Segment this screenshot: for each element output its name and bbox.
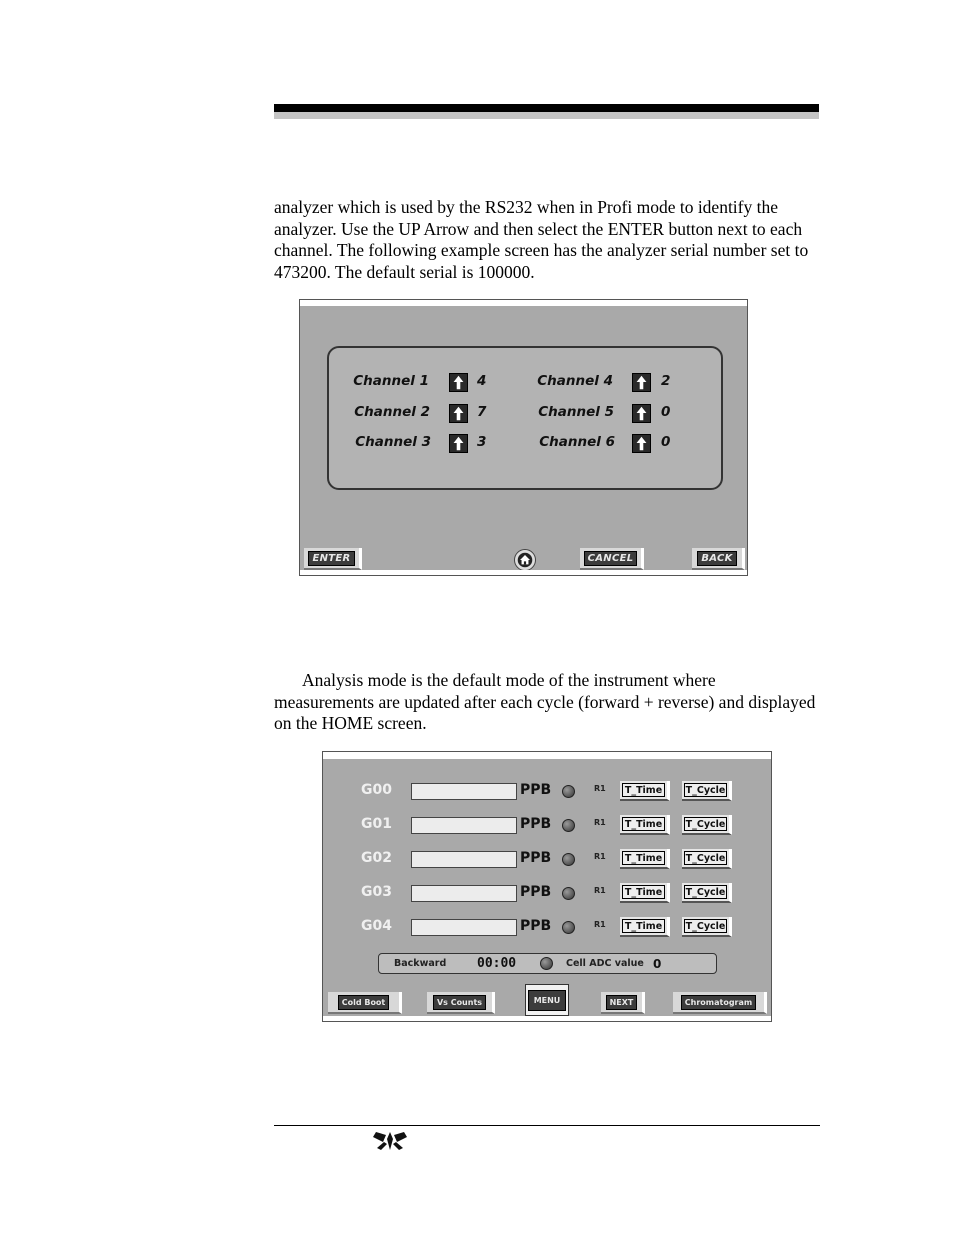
channel-2-up-button[interactable] [449, 404, 468, 423]
screen-bottom-strip [300, 570, 747, 575]
gas-unit: PPB [520, 816, 552, 832]
screen-bottom-strip [323, 1016, 771, 1021]
chromatogram-label: Chromatogram [681, 995, 756, 1010]
adc-label: Cell ADC value [566, 958, 644, 969]
paragraph-analysis-text: Analysis mode is the default mode of the instrument where measurements are updated after each cycle (forward + reverse) and displayed on the HOME screen. [274, 670, 816, 733]
t-cycle-label: T_Cycle [685, 921, 726, 932]
t-time-label: T_Time [622, 783, 665, 797]
home-icon [515, 550, 535, 570]
vs-counts-button[interactable] [427, 992, 495, 1014]
gas-row-g04 [323, 915, 771, 939]
chromatogram-button[interactable] [673, 992, 767, 1014]
channel-6-value: 0 [661, 434, 671, 450]
status-bar [378, 953, 717, 974]
gas-reading-field [411, 919, 517, 936]
channel-3-up-button[interactable] [449, 434, 468, 453]
back-button-label: BACK [697, 551, 736, 566]
t-time-label: T_Time [622, 885, 665, 899]
gas-reading-field [411, 817, 517, 834]
range-label: R1 [594, 852, 606, 861]
channel-2-label: Channel 2 [354, 404, 430, 420]
up-arrow-icon [633, 405, 650, 422]
t-time-label: T_Time [622, 817, 665, 831]
paragraph-serial: analyzer which is used by the RS232 when in Profi mode to identify the analyzer. Use the UP Arrow and then select the ENTER button next to each channel. The following example screen has the analyzer serial number set to 473200. The default serial is 100000. [274, 197, 809, 282]
gas-unit: PPB [520, 850, 552, 866]
gas-unit: PPB [520, 884, 552, 900]
t-time-button[interactable] [620, 849, 670, 869]
t-cycle-button[interactable] [682, 781, 732, 801]
gas-name: G04 [361, 918, 392, 934]
channel-3-label: Channel 3 [355, 434, 431, 450]
gas-row-g01 [323, 813, 771, 837]
t-cycle-button[interactable] [682, 917, 732, 937]
gas-name: G03 [361, 884, 392, 900]
channel-4-up-button[interactable] [632, 373, 651, 392]
vs-counts-label: Vs Counts [433, 995, 486, 1010]
screen-top-strip [323, 752, 771, 759]
range-label: R1 [594, 886, 606, 895]
footer-rule [274, 1125, 820, 1126]
range-label: R1 [594, 784, 606, 793]
enter-button[interactable] [304, 548, 362, 570]
gas-name: G01 [361, 816, 392, 832]
paragraph-analysis [274, 670, 819, 735]
gas-unit: PPB [520, 918, 552, 934]
channel-3-value: 3 [477, 434, 487, 450]
menu-button[interactable] [525, 984, 569, 1016]
gas-reading-field [411, 851, 517, 868]
home-button[interactable] [514, 549, 536, 571]
channel-6-up-button[interactable] [632, 434, 651, 453]
t-cycle-button[interactable] [682, 883, 732, 903]
next-button[interactable] [601, 992, 645, 1014]
range-label: R1 [594, 920, 606, 929]
gas-name: G00 [361, 782, 392, 798]
next-label: NEXT [606, 995, 638, 1010]
gas-row-g02 [323, 847, 771, 871]
adc-value: 0 [653, 957, 662, 971]
serial-number-screen [299, 299, 748, 576]
t-cycle-button[interactable] [682, 815, 732, 835]
t-time-button[interactable] [620, 781, 670, 801]
channel-5-label: Channel 5 [538, 404, 614, 420]
up-arrow-icon [450, 405, 467, 422]
range-label: R1 [594, 818, 606, 827]
channel-2-value: 7 [477, 404, 487, 420]
gas-unit: PPB [520, 782, 552, 798]
cycle-timer: 00:00 [477, 956, 517, 971]
screen-top-strip [300, 300, 747, 306]
gas-reading-field [411, 885, 517, 902]
t-cycle-label: T_Cycle [685, 819, 726, 830]
channel-1-label: Channel 1 [353, 373, 429, 389]
channel-1-value: 4 [477, 373, 487, 389]
cancel-button-label: CANCEL [584, 551, 638, 566]
back-button[interactable] [692, 548, 745, 570]
gas-reading-field [411, 783, 517, 800]
cancel-button[interactable] [580, 548, 644, 570]
gas-row-g00 [323, 779, 771, 803]
t-cycle-label: T_Cycle [685, 853, 726, 864]
gas-name: G02 [361, 850, 392, 866]
t-time-button[interactable] [620, 917, 670, 937]
home-screen [322, 751, 772, 1022]
t-cycle-label: T_Cycle [685, 785, 726, 796]
alarm-led-icon [562, 887, 575, 900]
cold-boot-label: Cold Boot [338, 995, 390, 1010]
header-rule-shadow [274, 112, 819, 119]
up-arrow-icon [450, 374, 467, 391]
enter-button-label: ENTER [308, 551, 354, 566]
teledyne-logo-icon [372, 1130, 408, 1152]
alarm-led-icon [562, 853, 575, 866]
up-arrow-icon [633, 435, 650, 452]
alarm-led-icon [562, 785, 575, 798]
menu-label: MENU [528, 990, 567, 1011]
channel-4-label: Channel 4 [537, 373, 613, 389]
status-led-icon [540, 957, 553, 970]
up-arrow-icon [633, 374, 650, 391]
direction-status: Backward [394, 958, 447, 969]
t-time-label: T_Time [622, 851, 665, 865]
t-time-button[interactable] [620, 815, 670, 835]
cold-boot-button[interactable] [328, 992, 402, 1014]
channel-6-label: Channel 6 [539, 434, 615, 450]
up-arrow-icon [450, 435, 467, 452]
alarm-led-icon [562, 819, 575, 832]
t-cycle-label: T_Cycle [685, 887, 726, 898]
channel-4-value: 2 [661, 373, 671, 389]
t-time-label: T_Time [622, 919, 665, 933]
alarm-led-icon [562, 921, 575, 934]
channel-5-value: 0 [661, 404, 671, 420]
header-rule [274, 104, 819, 112]
t-time-button[interactable] [620, 883, 670, 903]
channel-1-up-button[interactable] [449, 373, 468, 392]
gas-row-g03 [323, 881, 771, 905]
t-cycle-button[interactable] [682, 849, 732, 869]
channel-5-up-button[interactable] [632, 404, 651, 423]
